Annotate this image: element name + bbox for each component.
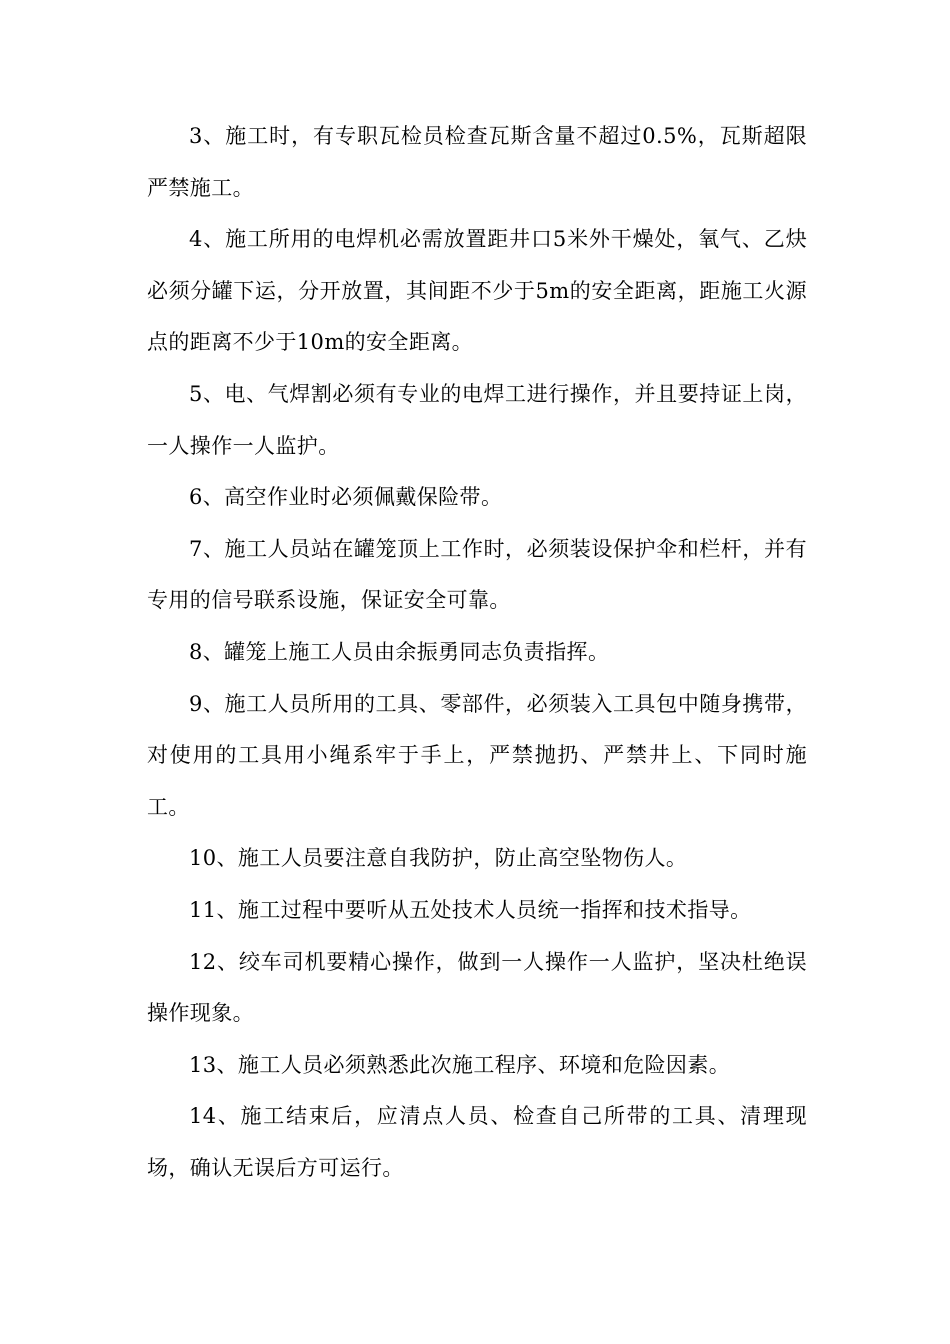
paragraph-item-8: 8、罐笼上施工人员由余振勇同志负责指挥。 <box>189 639 610 664</box>
document-body <box>147 111 807 1194</box>
paragraph-item-4: 4、施工所用的电焊机必需放置距井口5米外干燥处，氧气、乙炔必须分罐下运，分开放置，其间距不少于5m的安全距离，距施工火源点的距离不少于10m的安全距离。 <box>147 227 807 355</box>
paragraph-item-11: 11、施工过程中要听从五处技术人员统一指挥和技术指导。 <box>189 897 752 922</box>
paragraph-item-7: 7、施工人员站在罐笼顶上工作时，必须装设保护伞和栏杆，并有专用的信号联系设施，保证安全可靠。 <box>147 536 807 613</box>
paragraph-item-5: 5、电、气焊割必须有专业的电焊工进行操作，并且要持证上岗，一人操作一人监护。 <box>147 381 807 458</box>
paragraph-item-14: 14、施工结束后，应清点人员、检查自己所带的工具、清理现场，确认无误后方可运行。 <box>147 1104 807 1180</box>
paragraph-item-3: 3、施工时，有专职瓦检员检查瓦斯含量不超过0.5%，瓦斯超限严禁施工。 <box>147 124 807 200</box>
paragraph-item-9: 9、施工人员所用的工具、零部件，必须装入工具包中随身携带，对使用的工具用小绳系牢于手上，严禁抛扔、严禁井上、下同时施工。 <box>147 691 807 819</box>
paragraph-item-12: 12、绞车司机要精心操作，做到一人操作一人监护，坚决杜绝误操作现象。 <box>147 949 807 1026</box>
paragraph-item-6: 6、高空作业时必须佩戴保险带。 <box>189 485 503 510</box>
paragraph-item-10: 10、施工人员要注意自我防护，防止高空坠物伤人。 <box>189 846 688 871</box>
paragraph-item-13: 13、施工人员必须熟悉此次施工程序、环境和危险因素。 <box>189 1052 731 1077</box>
